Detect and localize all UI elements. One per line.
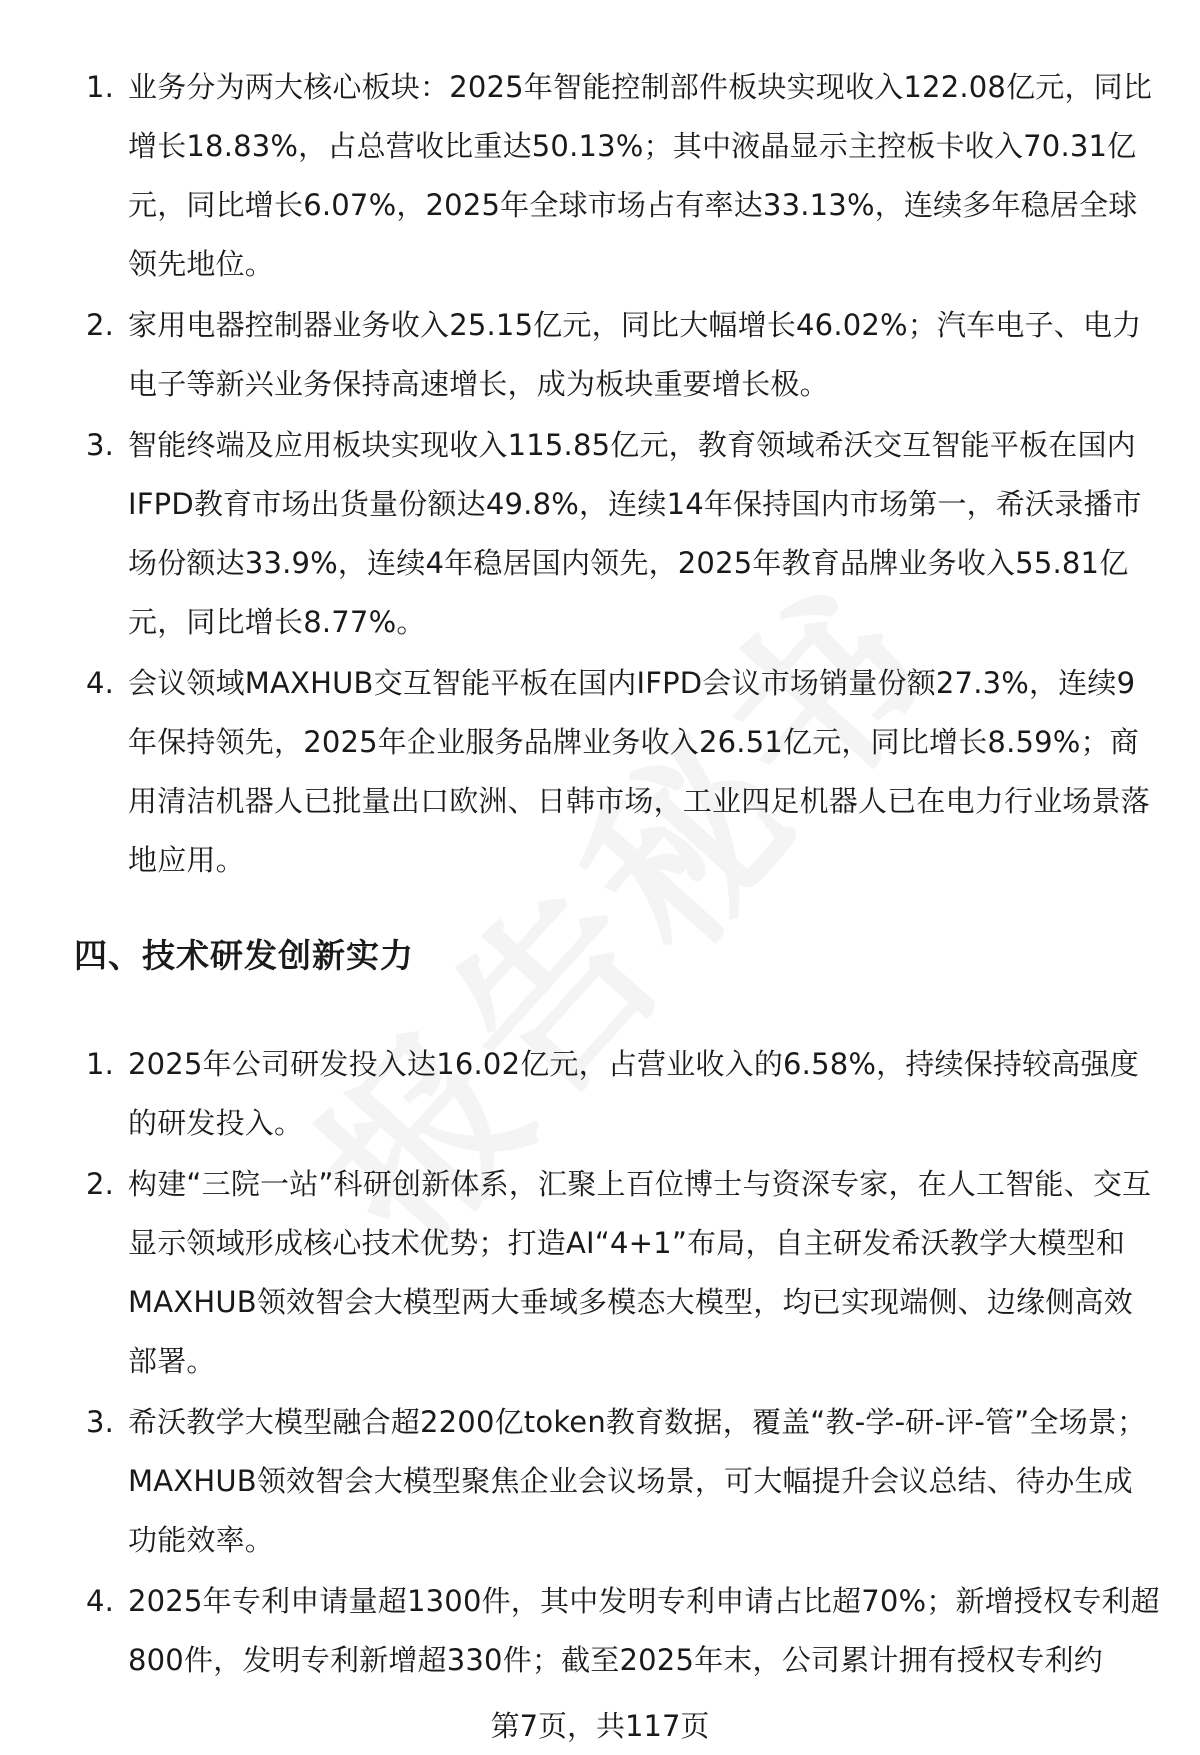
list-item-number: 3.	[86, 1405, 115, 1439]
list-item-text: 2025年专利申请量超1300件，其中发明专利申请占比超70%；新增授权专利超800件，发明专利新增超330件；截至2025年末，公司累计拥有授权专利约	[128, 1584, 1160, 1677]
list-item	[82, 1393, 1162, 1570]
list-item-number: 4.	[86, 1584, 115, 1618]
page-number: 第7页，共117页	[490, 1709, 710, 1743]
list-item	[82, 1572, 1162, 1690]
list-item-text: 会议领域MAXHUB交互智能平板在国内IFPD会议市场销量份额27.3%，连续9年保持领先，2025年企业服务品牌业务收入26.51亿元，同比增长8.59%；商用清洁机器人已批量出口欧洲、日韩市场，工业四足机器人已在电力行业场景落地应用。	[128, 666, 1151, 877]
list-item-number: 3.	[86, 428, 115, 462]
rnd-list	[82, 1035, 1162, 1692]
list-item-text: 构建“三院一站”科研创新体系，汇聚上百位博士与资深专家，在人工智能、交互显示领域形成核心技术优势；打造AI“4+1”布局，自主研发希沃教学大模型和MAXHUB领效智会大模型两大垂域多模态大模型，均已实现端侧、边缘侧高效部署。	[128, 1167, 1152, 1378]
list-item	[82, 1035, 1162, 1153]
business-list	[82, 58, 1162, 892]
list-item	[82, 58, 1162, 294]
list-item	[82, 296, 1162, 414]
list-item	[82, 654, 1162, 890]
list-item	[82, 416, 1162, 652]
list-item	[82, 1155, 1162, 1391]
list-item-number: 2.	[86, 1167, 115, 1201]
list-item-number: 1.	[86, 70, 115, 104]
section-heading: 四、技术研发创新实力	[74, 936, 414, 975]
list-item-text: 希沃教学大模型融合超2200亿token教育数据，覆盖“教-学-研-评-管”全场景；MAXHUB领效智会大模型聚焦企业会议场景，可大幅提升会议总结、待办生成功能效率。	[128, 1405, 1147, 1557]
list-item-text: 家用电器控制器业务收入25.15亿元，同比大幅增长46.02%；汽车电子、电力电子等新兴业务保持高速增长，成为板块重要增长极。	[128, 308, 1142, 401]
list-item-number: 2.	[86, 308, 115, 342]
list-item-text: 智能终端及应用板块实现收入115.85亿元，教育领域希沃交互智能平板在国内IFPD教育市场出货量份额达49.8%，连续14年保持国内市场第一，希沃录播市场份额达33.9%，连续4年稳居国内领先，2025年教育品牌业务收入55.81亿元，同比增长8.77%。	[128, 428, 1142, 639]
list-item-text: 2025年公司研发投入达16.02亿元，占营业收入的6.58%，持续保持较高强度的研发投入。	[128, 1047, 1139, 1140]
list-item-number: 4.	[86, 666, 115, 700]
list-item-text: 业务分为两大核心板块：2025年智能控制部件板块实现收入122.08亿元，同比增长18.83%，占总营收比重达50.13%；其中液晶显示主控板卡收入70.31亿元，同比增长6.07%，2025年全球市场占有率达33.13%，连续多年稳居全球领先地位。	[128, 70, 1153, 281]
list-item-number: 1.	[86, 1047, 115, 1081]
